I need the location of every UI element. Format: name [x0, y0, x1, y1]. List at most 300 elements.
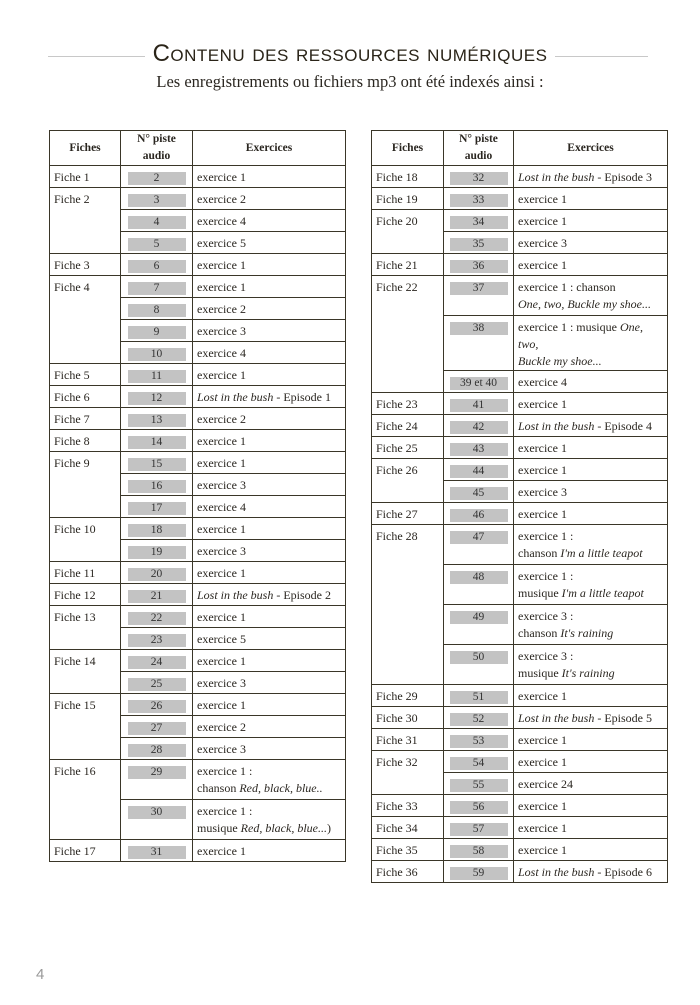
track-cell	[121, 232, 193, 254]
fiche-cell: Fiche 9	[50, 452, 121, 518]
table-row	[50, 386, 346, 408]
track-number: 3	[128, 194, 186, 207]
fiche-cell: Fiche 25	[372, 437, 444, 459]
exercise-cell	[193, 496, 346, 518]
exercise-text: musique	[518, 586, 562, 600]
track-cell	[121, 606, 193, 628]
exercise-cell	[193, 408, 346, 430]
fiche-cell: Fiche 33	[372, 795, 444, 817]
table-row	[372, 459, 668, 481]
exercise-text: exercice 2	[197, 412, 246, 426]
track-number: 32	[450, 172, 508, 185]
table-row	[372, 166, 668, 188]
page-title	[0, 40, 700, 68]
track-number: 31	[128, 846, 186, 859]
exercise-text: exercice 1	[518, 463, 567, 477]
table-row	[372, 707, 668, 729]
fiche-cell: Fiche 23	[372, 393, 444, 415]
track-cell	[121, 430, 193, 452]
exercise-text: exercice 4	[197, 500, 246, 514]
exercise-cell	[514, 393, 668, 415]
table-row	[372, 795, 668, 817]
track-number: 51	[450, 691, 508, 704]
exercise-cell	[193, 716, 346, 738]
fiche-cell: Fiche 16	[50, 760, 121, 840]
track-number: 13	[128, 414, 186, 427]
track-cell	[121, 584, 193, 606]
fiche-cell: Fiche 29	[372, 685, 444, 707]
fiche-cell: Fiche 1	[50, 166, 121, 188]
table-row	[50, 650, 346, 672]
exercise-cell	[193, 188, 346, 210]
exercise-cell	[514, 437, 668, 459]
fiche-cell: Fiche 21	[372, 254, 444, 276]
page-number: 4	[36, 966, 45, 983]
exercise-title: Red, black, blue...	[240, 821, 327, 835]
table-row	[50, 254, 346, 276]
fiche-cell: Fiche 2	[50, 188, 121, 254]
table-row	[50, 452, 346, 474]
track-cell	[444, 210, 514, 232]
track-cell	[121, 518, 193, 540]
exercise-cell	[193, 738, 346, 760]
exercise-cell	[193, 562, 346, 584]
exercise-text: exercice 1 : chanson	[518, 280, 616, 294]
exercise-cell	[514, 503, 668, 525]
exercise-text: exercice 1	[518, 843, 567, 857]
table-row	[372, 415, 668, 437]
track-number: 50	[450, 651, 508, 664]
exercise-text: exercice 1	[197, 434, 246, 448]
exercise-text: chanson	[518, 626, 561, 640]
fiche-cell: Fiche 5	[50, 364, 121, 386]
track-cell	[121, 694, 193, 716]
track-number: 33	[450, 194, 508, 207]
track-number: 53	[450, 735, 508, 748]
exercise-cell	[514, 751, 668, 773]
track-number: 57	[450, 823, 508, 836]
fiche-cell: Fiche 34	[372, 817, 444, 839]
track-number: 46	[450, 509, 508, 522]
table-row	[50, 188, 346, 210]
track-number: 44	[450, 465, 508, 478]
exercise-title: One, two, Buckle my shoe...	[518, 297, 651, 311]
track-cell	[444, 415, 514, 437]
exercise-cell	[514, 861, 668, 883]
exercise-cell	[193, 166, 346, 188]
track-cell	[444, 254, 514, 276]
track-number: 15	[128, 458, 186, 471]
exercise-cell	[193, 364, 346, 386]
exercise-cell	[514, 795, 668, 817]
fiche-cell: Fiche 10	[50, 518, 121, 562]
track-cell	[444, 503, 514, 525]
exercise-cell	[514, 773, 668, 795]
track-cell	[444, 459, 514, 481]
track-number: 22	[128, 612, 186, 625]
track-cell	[444, 605, 514, 645]
track-number: 5	[128, 238, 186, 251]
track-number: 28	[128, 744, 186, 757]
track-number: 43	[450, 443, 508, 456]
track-number: 24	[128, 656, 186, 669]
exercise-cell	[193, 800, 346, 840]
exercise-title: Buckle my shoe...	[518, 354, 602, 368]
track-number: 56	[450, 801, 508, 814]
exercise-cell	[514, 210, 668, 232]
track-cell	[121, 672, 193, 694]
table-row	[50, 166, 346, 188]
exercise-title: Lost in the bush	[518, 170, 595, 184]
track-cell	[444, 645, 514, 685]
exercise-cell	[193, 452, 346, 474]
exercise-cell	[514, 481, 668, 503]
exercise-text: chanson	[197, 781, 240, 795]
exercise-cell	[193, 386, 346, 408]
track-number: 38	[450, 322, 508, 335]
track-cell	[444, 316, 514, 371]
page-subtitle: Les enregistrements ou fichiers mp3 ont été indexés ainsi :	[156, 72, 544, 91]
exercise-cell	[514, 685, 668, 707]
fiche-cell: Fiche 30	[372, 707, 444, 729]
track-cell	[121, 276, 193, 298]
track-number: 34	[450, 216, 508, 229]
fiche-cell: Fiche 18	[372, 166, 444, 188]
exercise-text: exercice 1	[518, 755, 567, 769]
exercise-cell	[193, 540, 346, 562]
track-number: 21	[128, 590, 186, 603]
exercise-text: exercice 2	[197, 192, 246, 206]
exercise-cell	[514, 729, 668, 751]
exercise-cell	[193, 518, 346, 540]
track-number: 29	[128, 766, 186, 779]
exercise-cell	[514, 232, 668, 254]
fiche-cell: Fiche 11	[50, 562, 121, 584]
exercise-text: exercice 1	[518, 799, 567, 813]
table-row	[372, 861, 668, 883]
fiche-cell: Fiche 35	[372, 839, 444, 861]
table-row	[372, 751, 668, 773]
exercise-cell	[193, 210, 346, 232]
exercise-text: - Episode 3	[594, 170, 652, 184]
track-number: 45	[450, 487, 508, 500]
table-row	[372, 817, 668, 839]
exercise-text: musique	[197, 821, 241, 835]
exercise-text: exercice 1	[197, 610, 246, 624]
fiche-cell: Fiche 13	[50, 606, 121, 650]
exercise-title: Lost in the bush	[518, 419, 595, 433]
exercise-cell	[514, 839, 668, 861]
track-cell	[121, 562, 193, 584]
track-cell	[121, 840, 193, 862]
exercise-cell	[514, 565, 668, 605]
track-cell	[121, 800, 193, 840]
track-cell	[444, 751, 514, 773]
track-cell	[121, 760, 193, 800]
exercise-cell	[193, 628, 346, 650]
exercise-text: exercice 1	[518, 397, 567, 411]
fiche-cell: Fiche 22	[372, 276, 444, 393]
track-cell	[444, 437, 514, 459]
track-cell	[444, 773, 514, 795]
exercise-text: exercice 3	[197, 478, 246, 492]
exercise-text: exercice 1	[197, 522, 246, 536]
exercise-text: exercice 1	[518, 821, 567, 835]
track-number: 55	[450, 779, 508, 792]
exercise-text: exercice 1	[518, 258, 567, 272]
track-cell	[444, 276, 514, 316]
track-cell	[444, 861, 514, 883]
exercise-cell	[514, 188, 668, 210]
track-cell	[121, 408, 193, 430]
exercise-text: exercice 1 :	[197, 764, 253, 778]
track-cell	[444, 393, 514, 415]
header-fiches: Fiches	[50, 131, 121, 166]
track-number: 41	[450, 399, 508, 412]
tracks-table-right	[371, 130, 668, 883]
exercise-cell	[193, 320, 346, 342]
table-row	[50, 606, 346, 628]
exercise-title: Lost in the bush	[518, 865, 595, 879]
fiche-cell: Fiche 3	[50, 254, 121, 276]
header-track: N° piste audio	[444, 131, 514, 166]
exercise-cell	[514, 817, 668, 839]
table-row	[50, 408, 346, 430]
tracks-table-left	[49, 130, 346, 862]
table-row	[372, 393, 668, 415]
track-cell	[121, 452, 193, 474]
exercise-cell	[514, 605, 668, 645]
track-cell	[444, 166, 514, 188]
table-row	[372, 276, 668, 316]
track-cell	[444, 839, 514, 861]
track-cell	[444, 795, 514, 817]
table-row	[372, 525, 668, 565]
page-title-text: Contenu des ressources numériques	[145, 40, 556, 67]
track-number: 7	[128, 282, 186, 295]
exercise-text: exercice 3	[197, 742, 246, 756]
table-row	[50, 840, 346, 862]
exercise-text: exercice 4	[518, 375, 567, 389]
table-row	[372, 188, 668, 210]
track-cell	[444, 685, 514, 707]
track-cell	[121, 210, 193, 232]
track-cell	[444, 481, 514, 503]
exercise-cell	[514, 707, 668, 729]
fiche-cell: Fiche 20	[372, 210, 444, 254]
track-number: 26	[128, 700, 186, 713]
exercise-text: exercice 5	[197, 236, 246, 250]
track-number: 48	[450, 571, 508, 584]
track-cell	[444, 371, 514, 393]
track-number: 16	[128, 480, 186, 493]
track-number: 42	[450, 421, 508, 434]
exercise-text: )	[326, 821, 331, 835]
track-cell	[121, 628, 193, 650]
track-cell	[444, 188, 514, 210]
fiche-cell: Fiche 27	[372, 503, 444, 525]
exercise-text: exercice 1	[197, 258, 246, 272]
exercise-text: - Episode 1	[273, 390, 331, 404]
track-cell	[444, 817, 514, 839]
exercise-cell	[193, 650, 346, 672]
track-number: 14	[128, 436, 186, 449]
exercise-text: exercice 1	[518, 214, 567, 228]
track-number: 6	[128, 260, 186, 273]
track-number: 4	[128, 216, 186, 229]
track-cell	[121, 738, 193, 760]
exercise-cell	[514, 371, 668, 393]
exercise-text: exercice 4	[197, 346, 246, 360]
fiche-cell: Fiche 31	[372, 729, 444, 751]
track-cell	[121, 364, 193, 386]
fiche-cell: Fiche 36	[372, 861, 444, 883]
table-row	[50, 364, 346, 386]
exercise-text: exercice 1 :	[518, 569, 574, 583]
table-row	[372, 839, 668, 861]
header-track: N° piste audio	[121, 131, 193, 166]
exercise-cell	[514, 254, 668, 276]
track-cell	[121, 386, 193, 408]
track-cell	[444, 729, 514, 751]
fiche-cell: Fiche 14	[50, 650, 121, 694]
table-row	[372, 729, 668, 751]
track-number: 36	[450, 260, 508, 273]
exercise-text: exercice 2	[197, 720, 246, 734]
exercise-text: exercice 5	[197, 632, 246, 646]
track-number: 11	[128, 370, 186, 383]
track-number: 9	[128, 326, 186, 339]
exercise-text: exercice 1	[197, 280, 246, 294]
exercise-title: Lost in the bush	[518, 711, 595, 725]
exercise-text: exercice 2	[197, 302, 246, 316]
exercise-cell	[514, 166, 668, 188]
exercise-text: exercice 24	[518, 777, 573, 791]
track-cell	[444, 232, 514, 254]
table-row	[50, 430, 346, 452]
track-cell	[121, 716, 193, 738]
fiche-cell: Fiche 32	[372, 751, 444, 795]
exercise-cell	[514, 459, 668, 481]
table-row	[50, 694, 346, 716]
exercise-text: exercice 1	[197, 698, 246, 712]
exercise-cell	[193, 840, 346, 862]
table-row	[50, 562, 346, 584]
track-cell	[121, 474, 193, 496]
track-number: 47	[450, 531, 508, 544]
exercise-cell	[193, 254, 346, 276]
exercise-cell	[514, 645, 668, 685]
track-cell	[121, 320, 193, 342]
fiche-cell: Fiche 15	[50, 694, 121, 760]
exercise-text: exercice 1	[197, 566, 246, 580]
table-row	[372, 685, 668, 707]
track-cell	[121, 254, 193, 276]
exercise-text: exercice 3 :	[518, 609, 574, 623]
fiche-cell: Fiche 12	[50, 584, 121, 606]
track-number: 12	[128, 392, 186, 405]
exercise-cell	[193, 584, 346, 606]
exercise-title: It's raining	[561, 666, 615, 680]
exercise-text: exercice 1	[197, 170, 246, 184]
exercise-cell	[193, 694, 346, 716]
exercise-title: One, two,	[518, 320, 643, 351]
track-number: 2	[128, 172, 186, 185]
track-number: 8	[128, 304, 186, 317]
track-number: 37	[450, 282, 508, 295]
table-row	[372, 503, 668, 525]
track-cell	[121, 496, 193, 518]
exercise-title: Lost in the bush	[197, 588, 274, 602]
exercise-text: exercice 1	[518, 441, 567, 455]
exercise-text: - Episode 6	[594, 865, 652, 879]
exercise-cell	[193, 232, 346, 254]
header-exercises: Exercices	[193, 131, 346, 166]
table-row	[50, 276, 346, 298]
exercise-text: exercice 1	[518, 192, 567, 206]
track-number: 35	[450, 238, 508, 251]
track-cell	[444, 525, 514, 565]
exercise-title: Lost in the bush	[197, 390, 274, 404]
exercise-cell	[193, 298, 346, 320]
table-row	[50, 760, 346, 800]
exercise-title: It's raining	[560, 626, 614, 640]
exercise-cell	[193, 276, 346, 298]
exercise-text: exercice 1	[197, 844, 246, 858]
exercise-cell	[514, 276, 668, 316]
track-number: 17	[128, 502, 186, 515]
track-cell	[121, 188, 193, 210]
exercise-text: exercice 1	[518, 733, 567, 747]
table-row	[372, 437, 668, 459]
track-cell	[121, 298, 193, 320]
track-number: 23	[128, 634, 186, 647]
exercise-text: exercice 4	[197, 214, 246, 228]
track-cell	[121, 166, 193, 188]
fiche-cell: Fiche 6	[50, 386, 121, 408]
track-number: 30	[128, 806, 186, 819]
track-cell	[121, 540, 193, 562]
fiche-cell: Fiche 28	[372, 525, 444, 685]
table-row	[372, 210, 668, 232]
exercise-text: exercice 3	[518, 236, 567, 250]
exercise-text: exercice 1	[197, 368, 246, 382]
exercise-cell	[193, 606, 346, 628]
track-number: 19	[128, 546, 186, 559]
exercise-text: chanson	[518, 546, 561, 560]
track-cell	[444, 565, 514, 605]
exercise-cell	[193, 672, 346, 694]
exercise-cell	[514, 525, 668, 565]
exercise-cell	[193, 474, 346, 496]
track-cell	[121, 342, 193, 364]
exercise-text: exercice 1 :	[197, 804, 253, 818]
exercise-text: - Episode 5	[594, 711, 652, 725]
fiche-cell: Fiche 8	[50, 430, 121, 452]
exercise-title: I'm a little teapot	[560, 546, 643, 560]
track-cell	[444, 707, 514, 729]
fiche-cell: Fiche 24	[372, 415, 444, 437]
exercise-text: exercice 1	[518, 689, 567, 703]
track-number: 58	[450, 845, 508, 858]
track-cell	[121, 650, 193, 672]
exercise-text: exercice 1	[197, 654, 246, 668]
exercise-text: exercice 1 :	[518, 529, 574, 543]
table-row	[372, 254, 668, 276]
exercise-cell	[193, 342, 346, 364]
exercise-cell	[514, 415, 668, 437]
exercise-title: Red, black, blue..	[239, 781, 323, 795]
